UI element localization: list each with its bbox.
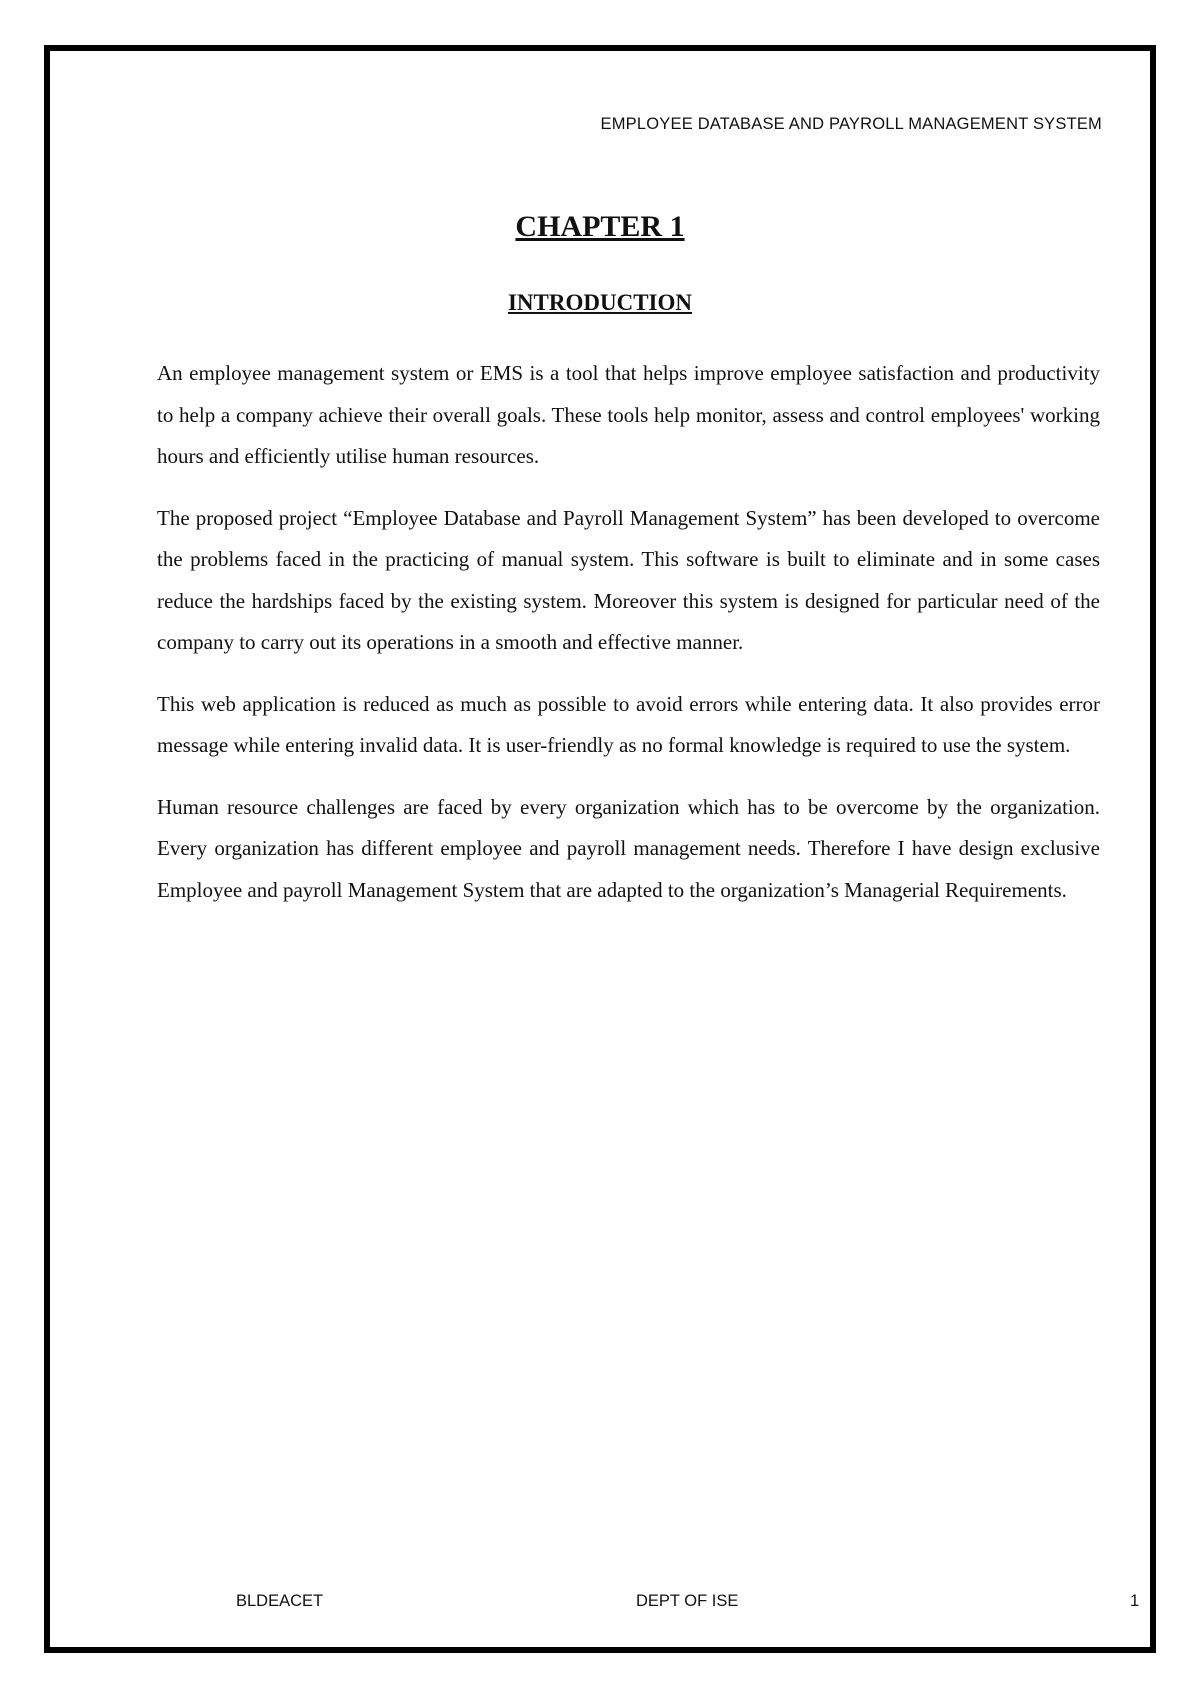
page-number: 1 bbox=[1130, 1592, 1140, 1610]
paragraph: An employee management system or EMS is a tool that helps improve employee satisfaction and productivity to help a company achieve their overall goals. These tools help monitor, assess and control employees' working hours and efficiently utilise human resources. bbox=[157, 361, 1100, 468]
footer-department: DEPT OF ISE bbox=[636, 1592, 739, 1610]
running-header: EMPLOYEE DATABASE AND PAYROLL MANAGEMENT SYSTEM bbox=[600, 115, 1102, 133]
chapter-title: CHAPTER 1 bbox=[515, 210, 685, 243]
footer-institution: BLDEACET bbox=[236, 1592, 324, 1610]
paragraph: Human resource challenges are faced by every organization which has to be overcome by the organization. Every organization has different employee and payroll management needs. Therefore I have design exclusive Employee and payroll Management System that are adapted to the organization’s Managerial Requirements. bbox=[157, 794, 1100, 902]
section-title: INTRODUCTION bbox=[507, 290, 693, 315]
paragraph: This web application is reduced as much as possible to avoid errors while entering data. It also provides error message while entering invalid data. It is user-friendly as no formal knowledge is required to use the system. bbox=[157, 691, 1100, 757]
paragraph: The proposed project “Employee Database and Payroll Management System” has been developed to overcome the problems faced in the practicing of manual system. This software is built to eliminate and in some cases reduce the hardships faced by the existing system. Moreover this system is designed for particular need of the company to carry out its operations in a smooth and effective manner. bbox=[157, 505, 1100, 654]
body-text bbox=[157, 353, 1100, 931]
